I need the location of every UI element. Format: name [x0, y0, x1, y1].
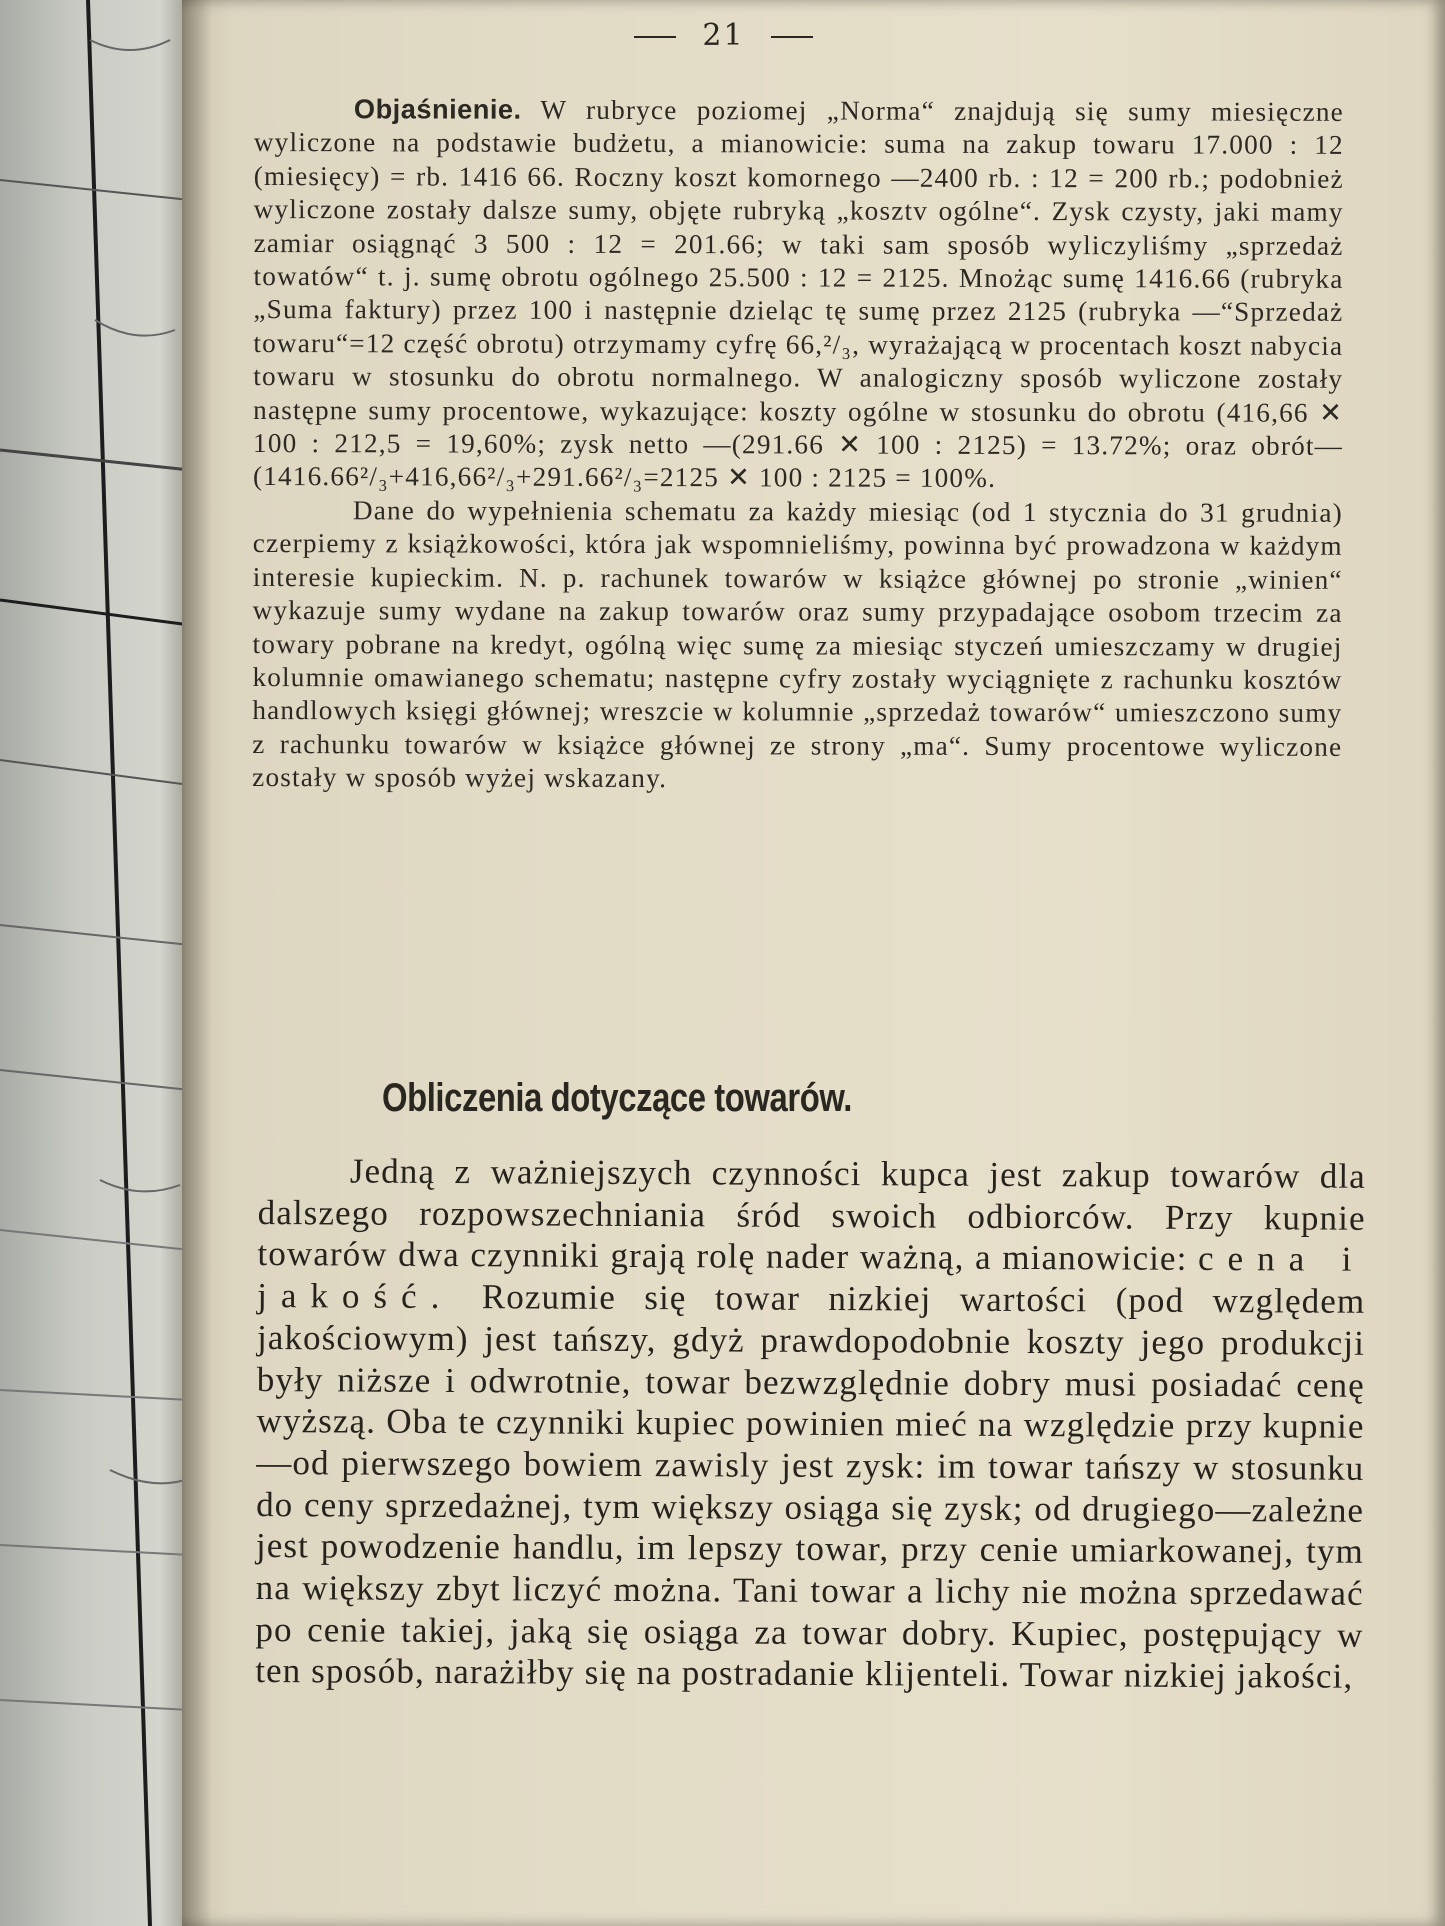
- emphasis-price-quality: cena i jakość.: [257, 1239, 1366, 1317]
- book-page: [182, 0, 1445, 1926]
- body-text-start: Jedną z ważniejszych czynności kupca jest zakup towarów dla dalszego rozpowszechniania śród swoich odbiorców. Przy kupnie towarów dwa czynniki grają rolę nader ważną, a mianowicie:: [257, 1151, 1366, 1279]
- page-number: [92, 18, 1355, 53]
- gutter-shadow: [182, 0, 212, 1926]
- dash-left: [634, 36, 676, 38]
- body-text-rest: Rozumie się towar nizkiej wartości (pod względem jakościowym) jest tańszy, gdyż prawdopodobnie koszty jego produkcji były niższe i odwrotnie, towar bezwzględnie dobry musi posiadać cenę wyższą. Oba te czynniki kupiec powinien mieć na względzie przy kupnie—od pierwszego bowiem zawisly jest zysk: im towar tańszy w stosunku do ceny sprzedażnej, tym większy osiąga się zysk; od drugiego—zależne jest powodzenie handlu, im lepszy towar, przy cenie umiarkowanej, tym na większy zbyt liczyć można. Tani towar a lichy nie można sprzedawać po cenie takiej, jaką się osiąga za towar dobry. Kupiec, postępujący w ten sposób, narażiłby się na postradanie klijenteli. Towar nizkiej jakości,: [255, 1277, 1366, 1697]
- explanation-paragraph-1: [253, 92, 1344, 497]
- explanation-lead: Objaśnienie.: [353, 93, 522, 125]
- body-paragraph: [255, 1150, 1366, 1698]
- page-number-value: 21: [702, 18, 745, 53]
- dash-right: [771, 36, 813, 38]
- explanation-text-1: W rubryce poziomej „Norma“ znajdują się sumy miesięczne wyliczone na podstawie budżetu, a mianowicie: suma na zakup towaru 17.000 : 12 (miesięcy) = rb. 1416 66. Roczny koszt komornego —2400 rb. : 12 = 200 rb.; podobnież wyliczone zostały dalsze sumy, objęte rubryką „kosztv ogólne“. Zysk czysty, jaki mamy zamiar osiągnąć 3 500 : 12 = 201.66; w taki sam sposób wyliczyliśmy „sprzedaż towatów“ t. j. sumę obrotu ogólnego 25.500 : 12 = 2125. Mnożąc sumę 1416.66 (rubryka „Suma faktury) przez 100 i następnie dzieląc tę sumę przez 2125 (rubryka —“Sprzedaż towaru“=12 część obrotu) otrzymamy cyfrę 66,²/₃, wyrażającą w procentach koszt nabycia towaru w stosunku do obrotu normalnego. W analogiczny sposób wyliczone zostały następne sumy procentowe, wykazujące: koszty ogólne w stosunku do obrotu (416,66 ✕ 100 : 212,5 = 19,60%; zysk netto —(291.66 ✕ 100 : 2125) = 13.72%; oraz obrót—(1416.66²/₃+416,66²/₃+291.66²/₃=2125 ✕ 100 : 2125 = 100%.: [252, 94, 1344, 494]
- ledger-page-edge: [0, 0, 200, 1926]
- body-text: [255, 1150, 1366, 1698]
- section-heading: Obliczenia dotyczące towarów.: [382, 1076, 852, 1120]
- ledger-lines: [0, 0, 200, 1926]
- explanation-block: [252, 92, 1344, 797]
- explanation-paragraph-2: Dane do wypełnienia schematu za każdy miesiąc (od 1 stycznia do 31 grudnia) czerpiemy z książkowości, która jak wspomnieliśmy, powinna być prowadzona w każdym interesie kupieckim. N. p. rachunek towarów w książce głównej po stronie „winien“ wykazuje sumy wydane na zakup towarów oraz sumy przypadające osobom trzecim za towary pobrane na kredyt, ogólną więc sumę za miesiąc styczeń umieszczamy w drugiej kolumnie omawianego schematu; następne cyfry zostały wyciągnięte z rachunku kosztów handlowych księgi głównej; wreszcie w kolumnie „sprzedaż towarów“ umieszczono sumy z rachunku towarów w książce głównej ze strony „ma“. Sumy procentowe wyliczone zostały w sposób wyżej wskazany.: [252, 495, 1343, 794]
